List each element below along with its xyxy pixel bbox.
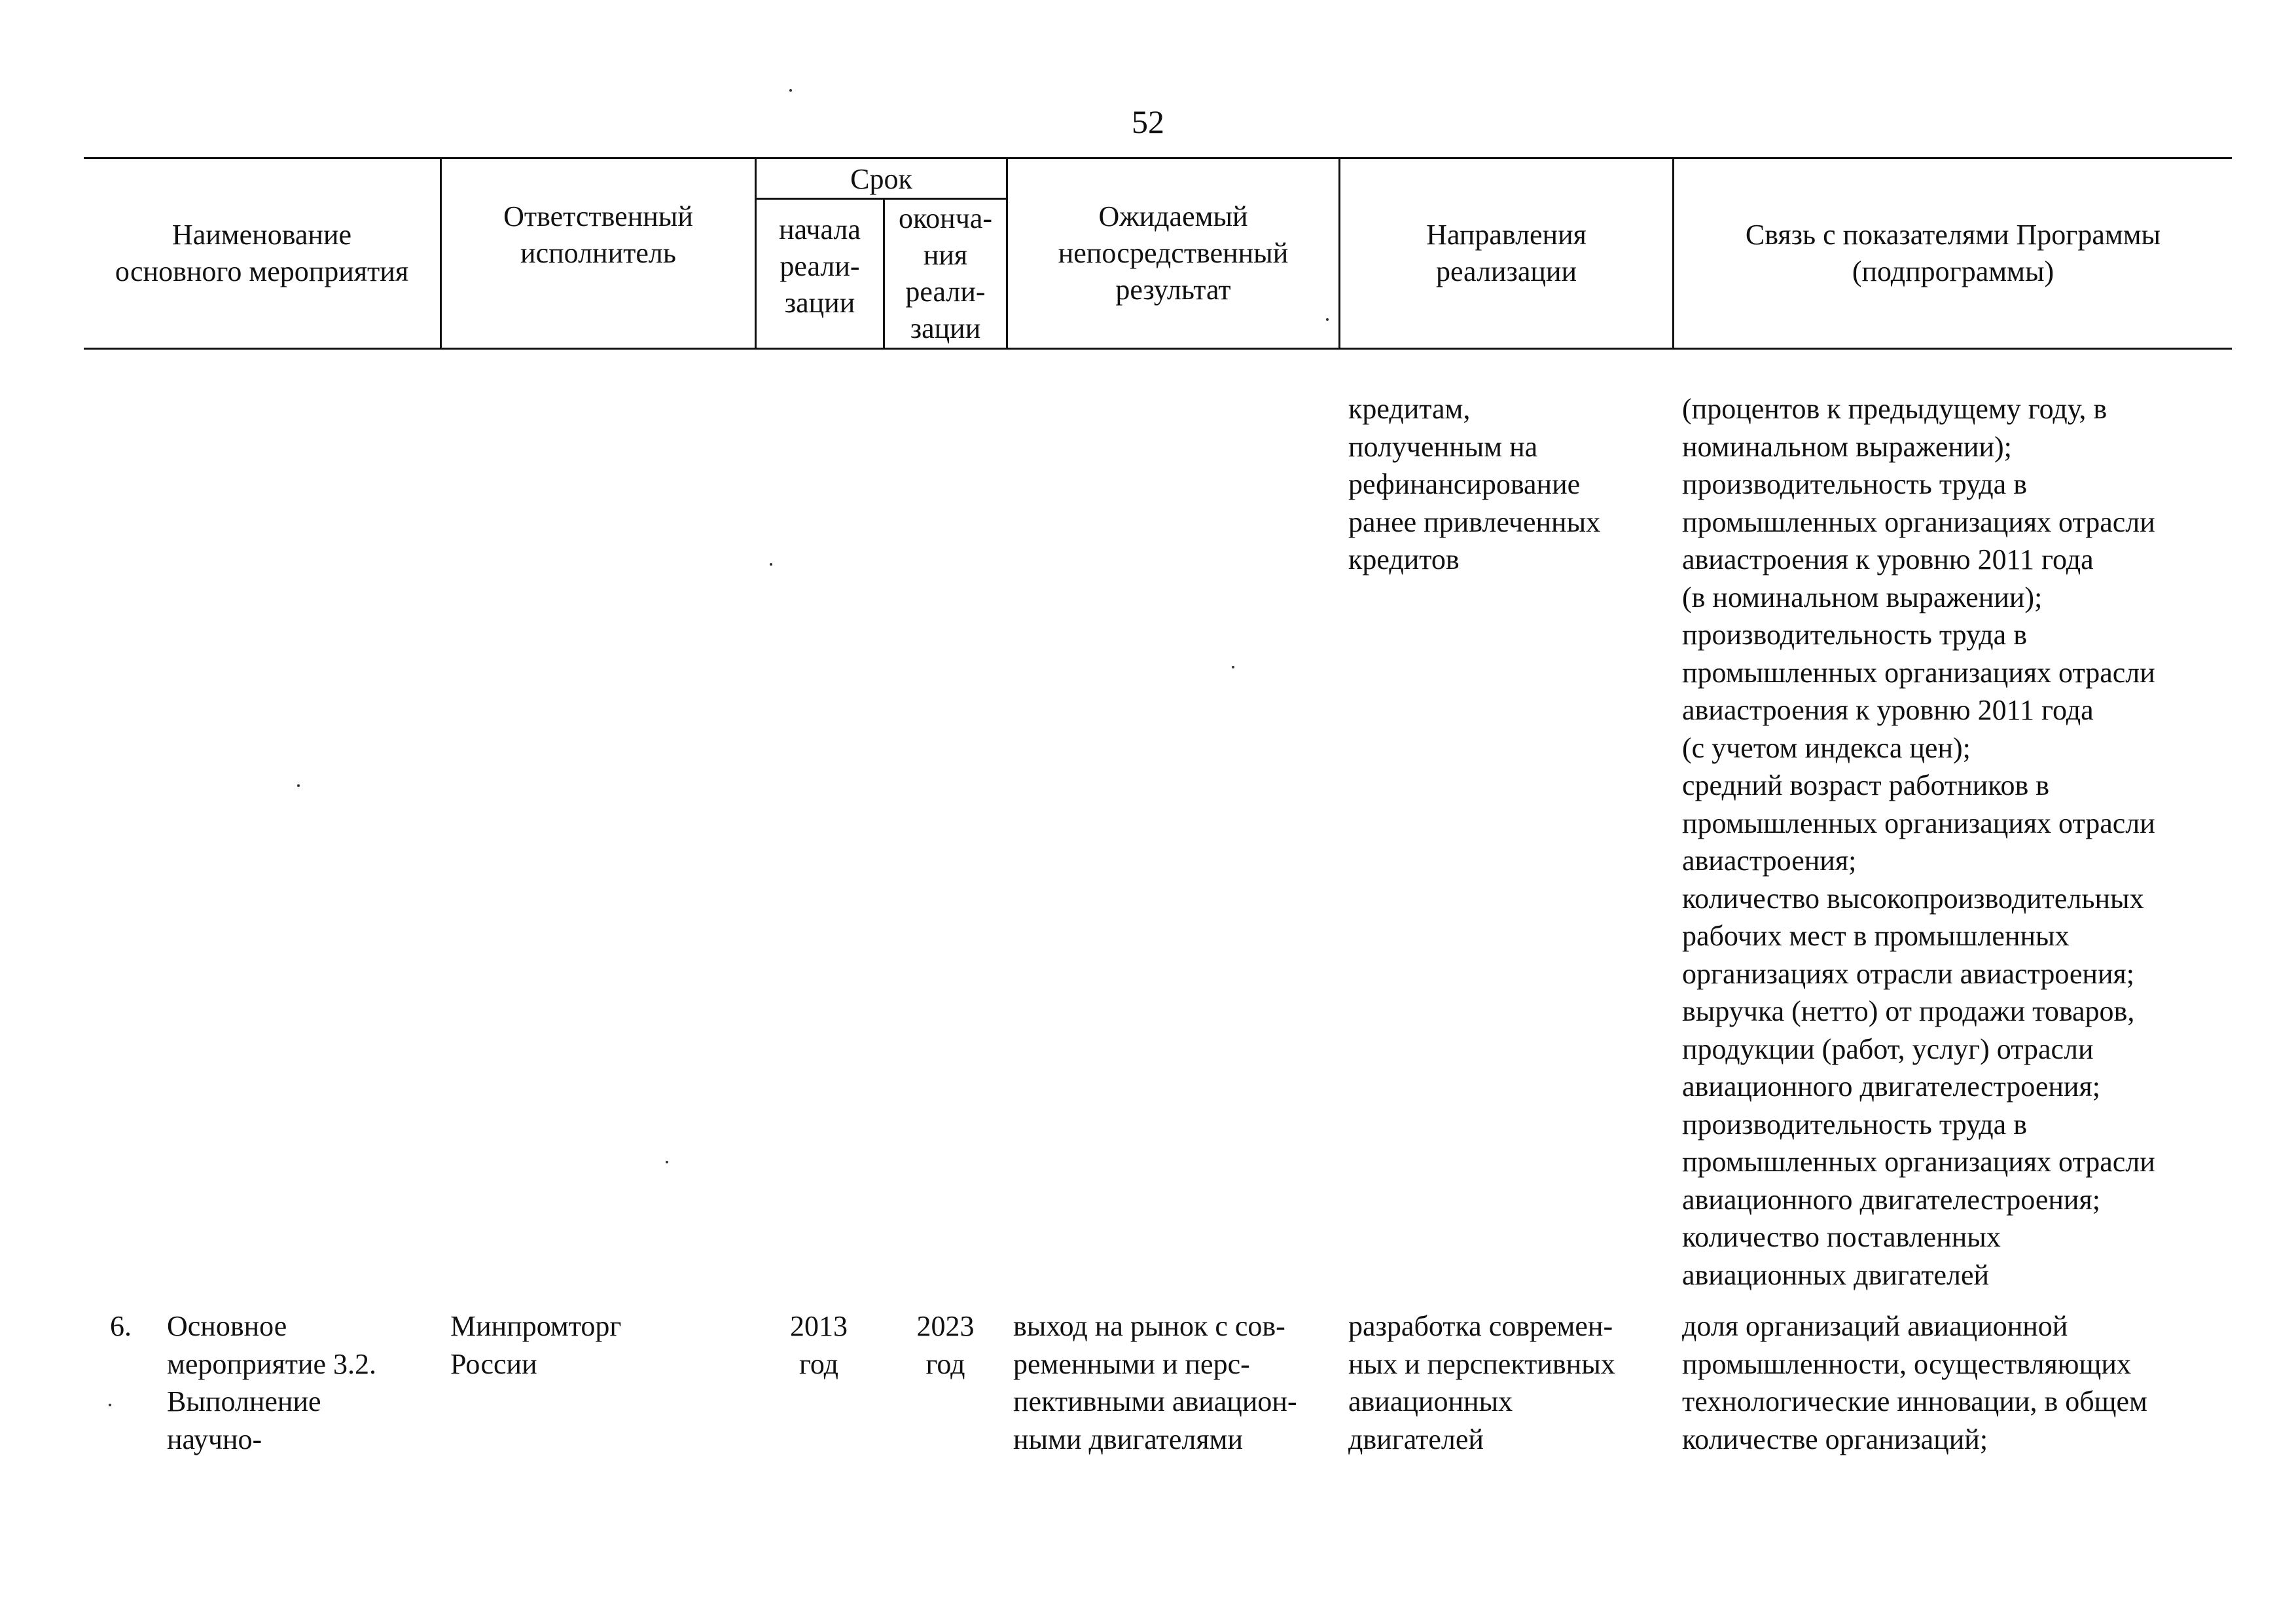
scan-speck xyxy=(789,89,792,92)
row-name: Основное мероприятие 3.2. Выполнение научно- xyxy=(167,1310,377,1455)
row-directions: разработка современ- ных и перспективных авиационных двигателей xyxy=(1348,1310,1615,1455)
scan-speck xyxy=(1326,318,1329,321)
row-start-year: 2013 год xyxy=(790,1310,848,1380)
header-directions-label: Направления реализации xyxy=(1426,219,1587,287)
row-result: выход на рынок с сов- ременными и перс- пективными авиацион- ными двигателями xyxy=(1013,1310,1297,1455)
scan-speck xyxy=(770,563,772,566)
scan-speck xyxy=(1232,666,1234,668)
continuation-directions-text: кредитам, полученным на рефинансирование ранее привлеченных кредитов xyxy=(1348,393,1601,575)
header-cell-executor xyxy=(442,159,755,311)
scan-speck xyxy=(297,784,300,787)
header-cell-link xyxy=(1674,159,2232,348)
row-link: доля организаций авиационной промышленности, осуществляющих технологические инновации, в общем количестве организаций; xyxy=(1682,1310,2147,1455)
header-result-label: Ожидаемый непосредственный результат xyxy=(1058,200,1289,306)
header-cell-directions xyxy=(1340,159,1672,348)
header-start-label: начала реали- зации xyxy=(779,213,861,319)
header-cell-start xyxy=(757,200,883,333)
header-end-label: оконча- ния реали- зации xyxy=(899,202,992,344)
page-number: 52 xyxy=(1132,103,1164,140)
header-cell-name xyxy=(84,159,440,348)
row-number: 6. xyxy=(110,1310,132,1342)
header-term-label: Срок xyxy=(850,163,912,195)
header-executor-label: Ответственный исполнитель xyxy=(503,200,693,269)
table-header-bottom-border xyxy=(84,348,2232,350)
scan-speck xyxy=(666,1161,668,1163)
continuation-link-text: (процентов к предыдущему году, в номинальном выражении); производительность труда в промышленных организациях отрасли авиастроения к уровню 2011 года (в номинальном выражении); производительность труда в промышленных организациях отрасли авиастроения к уровню 2011 года (с учетом индекса цен); средний возраст работников в промышленных организациях отрасли авиастроения; количество высокопроизводительных рабочих мест в промышленных организациях отрасли авиастроения; выручка (нетто) от продажи товаров, продукции (работ, услуг) отрасли авиационного двигателестроения; производительность труда в промышленных организациях отрасли авиационного двигателестроения; количество поставленных авиационных двигателей xyxy=(1682,393,2155,1291)
row-end-year: 2023 год xyxy=(916,1310,975,1380)
header-cell-end xyxy=(885,200,1006,348)
header-name-label: Наименование основного мероприятия xyxy=(115,219,409,287)
row-executor: Минпромторг России xyxy=(450,1310,622,1380)
scan-speck xyxy=(109,1404,111,1406)
header-cell-result xyxy=(1008,159,1338,348)
header-link-label: Связь с показателями Программы (подпрограммы) xyxy=(1745,219,2161,287)
